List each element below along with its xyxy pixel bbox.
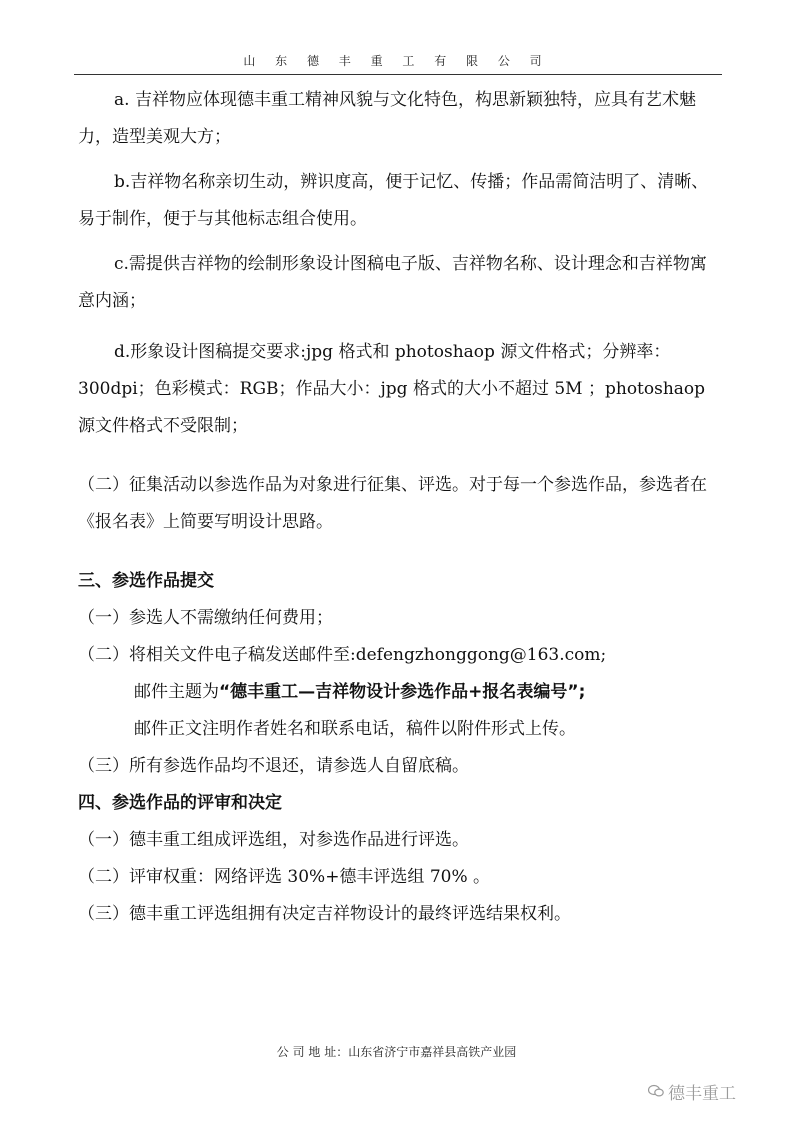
company-header: 山 东 德 丰 重 工 有 限 公 司 (243, 54, 550, 68)
requirement-c: c.需提供吉祥物的绘制形象设计图稿电子版、吉祥物名称、设计理念和吉祥物寓意内涵； (78, 254, 707, 311)
section-4-item-3: （三）德丰重工评选组拥有决定吉祥物设计的最终评选结果权利。 (78, 904, 571, 924)
section-4-item-1: （一）德丰重工组成评选组，对参选作品进行评选。 (78, 830, 469, 850)
requirement-a: a. 吉祥物应体现德丰重工精神风貌与文化特色，构思新颖独特，应具有艺术魅力，造型美观大方； (78, 90, 696, 147)
section-4-item-2: （二）评审权重：网络评选 30%+德丰评选组 70% 。 (78, 867, 491, 887)
email-subject-line (78, 674, 720, 711)
section-3-title: 三、参选作品提交 (78, 571, 214, 591)
company-address: 公 司 地 址：山东省济宁市嘉祥县高铁产业园 (276, 1045, 517, 1059)
email-body-note: 邮件正文注明作者姓名和联系电话，稿件以附件形式上传。 (134, 719, 576, 739)
section-3-item-2: （二）将相关文件电子稿发送邮件至:defengzhonggong@163.com; (78, 645, 607, 665)
requirement-b: b.吉祥物名称亲切生动，辨识度高，便于记忆、传播；作品需简洁明了、清晰、易于制作，便于与其他标志组合使用。 (78, 172, 709, 229)
section-4-title: 四、参选作品的评审和决定 (78, 793, 282, 813)
header-divider (74, 74, 722, 75)
email-subject-prefix: 邮件主题为 (134, 682, 219, 702)
document-body (78, 82, 720, 933)
email-subject: “德丰重工—吉祥物设计参选作品+报名表编号”; (219, 682, 586, 702)
requirement-d: d.形象设计图稿提交要求:jpg 格式和 photoshaop 源文件格式；分辨率：300dpi；色彩模式：RGB；作品大小：jpg 格式的大小不超过 5M ；photoshaop 源文件格式不受限制； (78, 342, 706, 436)
watermark-text: 德丰重工 (668, 1083, 736, 1104)
watermark (648, 1078, 736, 1104)
section-3-item-3: （三）所有参选作品均不退还，请参选人自留底稿。 (78, 756, 469, 776)
section-3-item-1: （一）参选人不需缴纳任何费用； (78, 608, 333, 628)
wechat-icon (648, 1084, 664, 1098)
collection-note: （二）征集活动以参选作品为对象进行征集、评选。对于每一个参选作品，参选者在《报名表》上简要写明设计思路。 (78, 475, 707, 532)
